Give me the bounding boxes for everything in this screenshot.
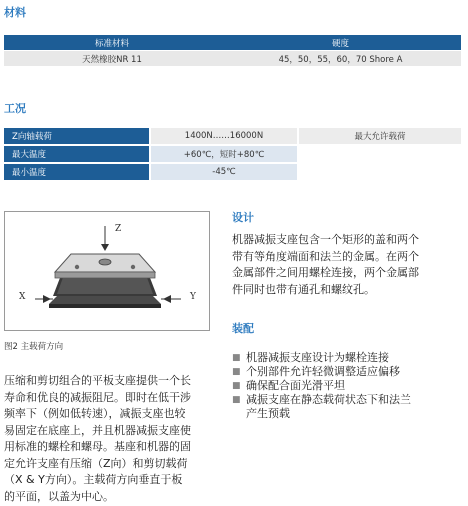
wc-value-z-load: 1400N……16000N xyxy=(151,128,297,144)
load-direction-figure xyxy=(4,211,210,331)
axis-label-z: Z xyxy=(115,224,122,234)
material-table-header xyxy=(4,35,461,50)
left-paragraph-line: 定允许支座有压缩（Z向）和剪切载荷 xyxy=(4,456,188,470)
figure-caption: 图2 主载荷方向 xyxy=(4,342,64,352)
assembly-item-text: 确保配合面光滑平坦 xyxy=(246,379,345,392)
design-line: 机器减振支座包含一个矩形的盖和两个 xyxy=(232,233,419,246)
z-arrow-icon xyxy=(101,244,109,251)
left-paragraph-line: 易固定在底座上，并且机器减振支座使 xyxy=(4,423,191,437)
mount-illustration xyxy=(5,212,209,330)
wc-label-max-temp: 最大温度 xyxy=(4,146,149,162)
bullet-square-icon: ■ xyxy=(232,395,241,405)
material-header-hardness: 硬度 xyxy=(331,38,349,49)
material-cell-material: 天然橡胶NR 11 xyxy=(82,54,142,65)
material-cell-hardness: 45，50，55，60，70 Shore A xyxy=(278,54,403,65)
assembly-list-item xyxy=(232,351,464,365)
material-table-row xyxy=(4,51,461,66)
design-line: 件同时也带有通孔和螺纹孔。 xyxy=(232,282,375,296)
assembly-item-text: 减振支座在静态载荷状态下和法兰 xyxy=(246,393,411,406)
assembly-item-text: 机器减振支座设计为螺栓连接 xyxy=(246,351,389,364)
design-line: 金属部件之间用螺栓连接，两个金属部 xyxy=(232,266,419,279)
material-header-standard: 标准材料 xyxy=(94,38,129,49)
axis-label-y: Y xyxy=(190,292,196,302)
y-arrow-icon xyxy=(163,295,171,303)
axis-label-x: X xyxy=(19,292,26,302)
wc-value-max-temp: +60℃，短时+80℃ xyxy=(151,146,297,162)
left-paragraph-line: 压缩和剪切组合的平板支座提供一个长 xyxy=(4,374,191,387)
assembly-list-item xyxy=(232,379,464,393)
left-paragraph-line: （X & Y方向）。主载荷方向垂直于板 xyxy=(4,473,183,486)
left-paragraph-line: 寿命和优良的减振阻尼。即时在低干涉 xyxy=(4,390,191,404)
design-section-title: 设计 xyxy=(232,211,254,224)
x-arrow-icon xyxy=(43,295,51,303)
wc-label-z-load: Z向轴载荷 xyxy=(4,128,149,144)
working-conditions-table xyxy=(4,128,461,180)
wc-extra-max-load: 最大允许载荷 xyxy=(299,128,461,144)
bullet-square-icon: ■ xyxy=(232,353,241,363)
assembly-item-text: 产生预载 xyxy=(246,407,290,420)
working-section-title: 工况 xyxy=(4,102,26,115)
material-section-title: 材料 xyxy=(4,6,26,19)
left-paragraph xyxy=(4,373,218,505)
assembly-section-title: 装配 xyxy=(232,322,254,335)
bullet-square-icon: ■ xyxy=(232,367,241,377)
assembly-list-item xyxy=(232,365,464,379)
bullet-square-icon: ■ xyxy=(232,381,241,391)
assembly-list-item xyxy=(232,393,464,421)
assembly-item-text: 个别部件允许轻微调整适应偏移 xyxy=(246,365,400,378)
wc-label-min-temp: 最小温度 xyxy=(4,164,149,180)
wc-value-min-temp: -45℃ xyxy=(151,164,297,180)
left-paragraph-line: 用标准的螺栓和螺母。基座和机器的固 xyxy=(4,440,191,453)
design-paragraph xyxy=(232,232,464,298)
design-line: 带有等角度端面和法兰的金属。在两个 xyxy=(232,249,419,263)
left-paragraph-line: 的平面，以盖为中心。 xyxy=(4,489,114,503)
left-paragraph-line: 频率下（例如低转速），减振支座也较 xyxy=(4,407,186,420)
assembly-list xyxy=(232,351,464,421)
